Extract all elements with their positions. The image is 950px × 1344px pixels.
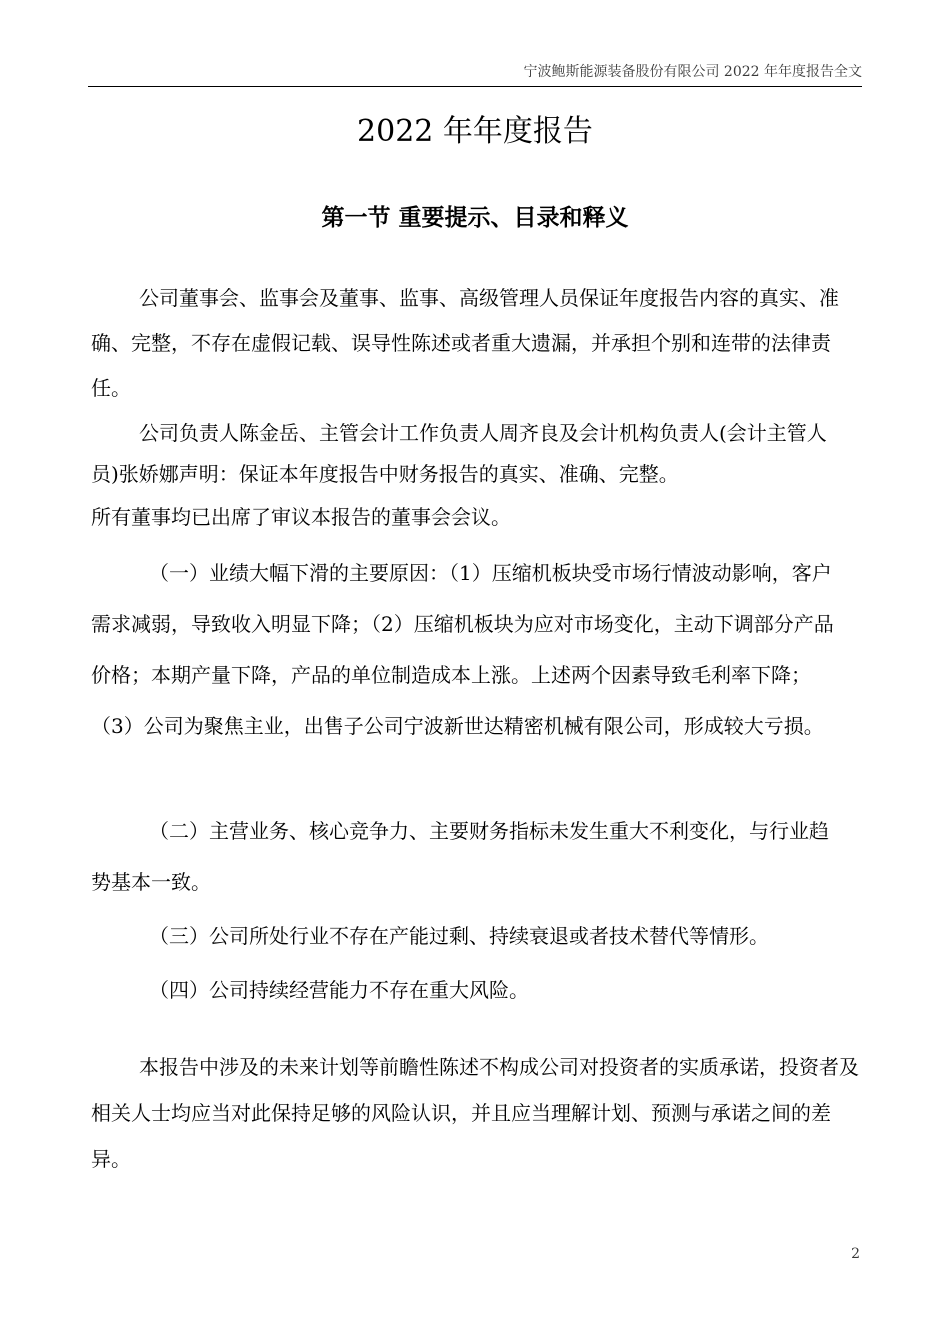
paragraph-industry-status: （三）公司所处行业不存在产能过剩、持续衰退或者技术替代等情形。 (149, 924, 769, 948)
section-title: 第一节 重要提示、目录和释义 (321, 204, 629, 231)
header-divider (88, 86, 862, 87)
paragraph-business-unchanged: （二）主营业务、核心竞争力、主要财务指标未发生重大不利变化，与行业趋势基本一致。 (91, 819, 829, 894)
paragraph-performance-decline-reasons: （一）业绩大幅下滑的主要原因：（1）压缩机板块受市场行情波动影响，客户需求减弱，导致收入明显下降；（2）压缩机板块为应对市场变化，主动下调部分产品价格；本期产量下降，产品的单位制造成本上涨。上述两个因素导致毛利率下降；（3）公司为聚焦主业，出售子公司宁波新世达精密机械有限公司，形成较大亏损。 (91, 561, 834, 738)
page-number: 2 (851, 1246, 860, 1262)
paragraph-going-concern: （四）公司持续经营能力不存在重大风险。 (149, 978, 529, 1002)
running-header: 宁波鲍斯能源装备股份有限公司 2022 年年度报告全文 (523, 64, 862, 80)
paragraph-forward-looking-disclaimer: 本报告中涉及的未来计划等前瞻性陈述不构成公司对投资者的实质承诺，投资者及相关人士均应当对此保持足够的风险认识，并且应当理解计划、预测与承诺之间的差异。 (91, 1055, 859, 1171)
paragraph-directors-attendance: 所有董事均已出席了审议本报告的董事会会议。 (91, 505, 511, 529)
paragraph-responsible-persons-statement: 公司负责人陈金岳、主管会计工作负责人周齐良及会计机构负责人(会计主管人员)张娇娜声明：保证本年度报告中财务报告的真实、准确、完整。 (91, 421, 827, 486)
document-title: 2022 年年度报告 (357, 114, 593, 149)
paragraph-board-guarantee: 公司董事会、监事会及董事、监事、高级管理人员保证年度报告内容的真实、准确、完整，不存在虚假记载、误导性陈述或者重大遗漏，并承担个别和连带的法律责任。 (91, 286, 839, 400)
